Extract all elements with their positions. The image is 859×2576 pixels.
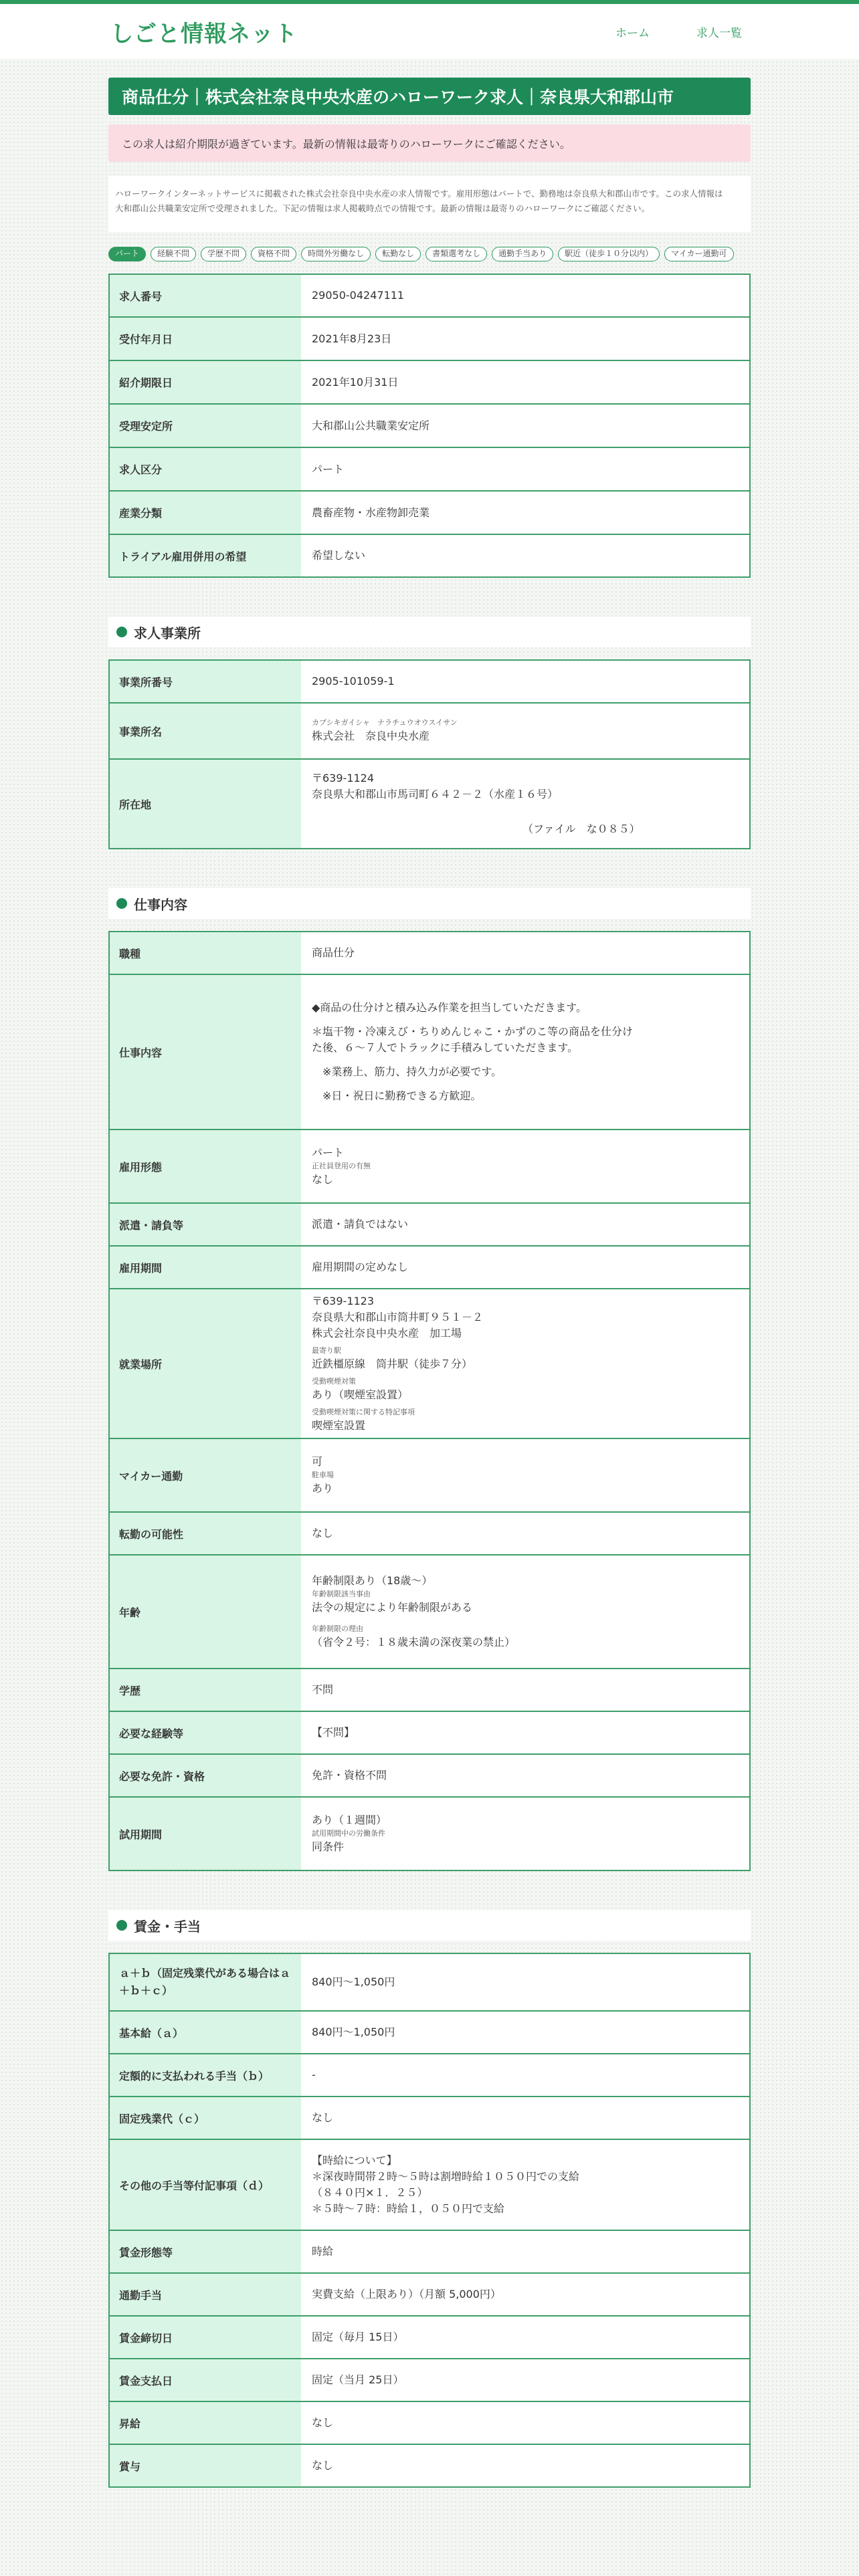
other-line: ＊５時～７時：時給１，０５０円で支給 <box>312 2202 505 2215</box>
row-label: 賃金締切日 <box>109 2316 301 2359</box>
wage-closing-day: 固定（毎月 15日） <box>301 2316 750 2359</box>
row-label: 定額的に支払われる手当（ｂ） <box>109 2054 301 2097</box>
commute-allowance: 実費支給（上限あり）（月額 5,000円） <box>301 2273 750 2316</box>
wage-table <box>108 1953 751 2488</box>
table-row <box>109 703 750 759</box>
row-label: 仕事内容 <box>109 974 301 1130</box>
employer-table <box>108 659 751 849</box>
table-row <box>109 1512 750 1555</box>
workplace-postal: 〒639-1123 <box>312 1295 375 1307</box>
employment-cell <box>301 1130 750 1203</box>
other-line: ＊深夜時間帯２時～５時は割増時給１０５０円での支給 <box>312 2170 580 2183</box>
other-allowance-cell <box>301 2139 750 2230</box>
office-number: 2905-101059-1 <box>312 675 395 687</box>
tag-part-time: パート <box>108 247 146 261</box>
received-date: 2021年8月23日 <box>301 317 750 360</box>
row-label: 受理安定所 <box>109 404 301 447</box>
row-label: 試用期間 <box>109 1797 301 1870</box>
bullet-dot-icon <box>116 627 127 637</box>
car-commute-cell <box>301 1438 750 1512</box>
table-row <box>109 491 750 534</box>
age-reason: 法令の規定により年齢制限がある <box>312 1601 473 1614</box>
table-row <box>109 1669 750 1711</box>
file-note: （ファイル な０８５） <box>522 823 640 835</box>
raise: なし <box>301 2401 750 2444</box>
section-heading-employer <box>108 617 751 647</box>
table-row <box>109 2097 750 2139</box>
table-row <box>109 2139 750 2230</box>
tag-no-education: 学歴不問 <box>201 247 246 261</box>
employment-office: 大和郡山公共職業安定所 <box>301 404 750 447</box>
industry: 農畜産物・水産物卸売業 <box>301 491 750 534</box>
row-label: その他の手当等付記事項（ｄ） <box>109 2139 301 2230</box>
table-row <box>109 1130 750 1203</box>
tag-commute-allowance: 通勤手当あり <box>492 247 553 261</box>
transfer-possibility: なし <box>301 1512 750 1555</box>
row-label: マイカー通勤 <box>109 1438 301 1512</box>
row-label: 年齢 <box>109 1555 301 1669</box>
row-label: 昇給 <box>109 2401 301 2444</box>
company-name-kana: カブシキガイシャ ナラチュウオウスイサン <box>312 718 458 727</box>
table-row <box>109 660 750 703</box>
education: 不問 <box>301 1669 750 1711</box>
section-heading-wage <box>108 1910 751 1941</box>
job-description-summary <box>108 176 751 232</box>
employment-type: パート <box>312 1146 345 1159</box>
company-name: 株式会社 奈良中央水産 <box>312 730 430 742</box>
experience: 【不問】 <box>301 1711 750 1754</box>
job-category: パート <box>301 447 750 491</box>
table-row <box>109 534 750 577</box>
content-line: ＊塩干物・冷凍えび・ちりめんじゃこ・かずのこ等の商品を仕分け <box>312 1025 634 1038</box>
smoking-policy: あり（喫煙室設置） <box>312 1388 409 1401</box>
table-row <box>109 1289 750 1438</box>
trial-condition: 同条件 <box>312 1840 345 1853</box>
tag-no-screening: 書類選考なし <box>425 247 487 261</box>
section-heading-job <box>108 888 751 919</box>
table-row <box>109 932 750 974</box>
age-limit: 年齢制限あり（18歳～） <box>312 1574 433 1587</box>
table-row <box>109 974 750 1130</box>
tag-near-station: 駅近（徒歩１０分以内） <box>558 247 660 261</box>
table-row <box>109 2444 750 2487</box>
dispatch: 派遣・請負ではない <box>301 1203 750 1246</box>
age-cell <box>301 1555 750 1669</box>
tag-car-commute: マイカー通勤可 <box>664 247 733 261</box>
row-label: 事業所番号 <box>109 660 301 703</box>
row-label: 受付年月日 <box>109 317 301 360</box>
table-row <box>109 2011 750 2054</box>
sub-label: 年齢制限該当事由 <box>312 1590 371 1598</box>
table-row <box>109 759 750 849</box>
workplace-cell <box>301 1289 750 1438</box>
sub-label: 受動喫煙対策に関する特記事項 <box>312 1408 415 1416</box>
bullet-dot-icon <box>116 1920 127 1931</box>
main-content <box>108 78 751 2488</box>
company-name-cell <box>301 703 750 759</box>
tag-no-experience: 経験不問 <box>151 247 196 261</box>
feature-tags <box>108 247 751 261</box>
page-title: 商品仕分｜株式会社奈良中央水産のハローワーク求人｜奈良県大和郡山市 <box>108 78 751 115</box>
nav-job-list-link[interactable]: 求人一覧 <box>696 26 742 40</box>
job-content-cell <box>301 974 750 1130</box>
row-label: 派遣・請負等 <box>109 1203 301 1246</box>
table-row <box>109 1797 750 1870</box>
bonus: なし <box>301 2444 750 2487</box>
table-row <box>109 2230 750 2273</box>
row-label: 基本給（ａ） <box>109 2011 301 2054</box>
table-row <box>109 404 750 447</box>
row-label: ａ＋ｂ（固定残業代がある場合はａ＋ｂ＋ｃ） <box>109 1953 301 2011</box>
other-line: （８４０円×１．２５） <box>312 2186 428 2199</box>
row-label: 賃金形態等 <box>109 2230 301 2273</box>
row-label: 求人番号 <box>109 274 301 317</box>
row-label: 就業場所 <box>109 1289 301 1438</box>
employment-period: 雇用期間の定めなし <box>301 1246 750 1289</box>
total-wage: 840円～1,050円 <box>312 1975 395 1988</box>
site-logo[interactable]: しごと情報ネット <box>110 20 298 47</box>
table-row <box>109 2316 750 2359</box>
table-row <box>109 2401 750 2444</box>
table-row <box>109 317 750 360</box>
fixed-allowance: - <box>301 2054 750 2097</box>
table-row <box>109 2359 750 2401</box>
table-row <box>109 2273 750 2316</box>
table-row <box>109 1711 750 1754</box>
fixed-overtime: なし <box>301 2097 750 2139</box>
row-label: 産業分類 <box>109 491 301 534</box>
content-line: た後、６～７人でトラックに手積みしていただきます。 <box>312 1041 579 1054</box>
base-wage: 840円～1,050円 <box>301 2011 750 2054</box>
nearest-station: 近鉄橿原線 筒井駅（徒歩７分） <box>312 1358 473 1370</box>
company-address: 奈良県大和郡山市馬司町６４２－２（水産１６号） <box>312 788 559 800</box>
table-row <box>109 274 750 317</box>
site-header <box>0 4 859 59</box>
table-row <box>109 1754 750 1797</box>
wage-pay-day: 固定（当月 25日） <box>301 2359 750 2401</box>
deadline-date: 2021年10月31日 <box>301 360 750 404</box>
row-label: トライアル雇用併用の希望 <box>109 534 301 577</box>
tag-no-license: 資格不問 <box>251 247 296 261</box>
trial-employment: 希望しない <box>301 534 750 577</box>
table-row <box>109 1953 750 2011</box>
section-title: 仕事内容 <box>134 896 187 913</box>
row-label: 所在地 <box>109 759 301 849</box>
company-address-cell <box>301 759 750 849</box>
sub-label: 試用期間中の労働条件 <box>312 1829 385 1838</box>
tag-no-transfer: 転勤なし <box>375 247 421 261</box>
expired-notice: この求人は紹介期限が過ぎています。最新の情報は最寄りのハローワークにご確認ください。 <box>108 124 751 162</box>
sub-label: 最寄り駅 <box>312 1346 341 1355</box>
description-line: ハローワークインターネットサービスに掲載された株式会社奈良中央水産の求人情報です。雇用形態はパートで、勤務地は奈良県大和郡山市です。この求人情報は <box>115 189 723 199</box>
parking: あり <box>312 1482 334 1495</box>
row-label: 紹介期限日 <box>109 360 301 404</box>
row-label: 学歴 <box>109 1669 301 1711</box>
main-nav <box>615 23 742 40</box>
smoking-note: 喫煙室設置 <box>312 1419 366 1432</box>
content-line: ※日・祝日に勤務できる方歓迎。 <box>322 1089 482 1102</box>
job-number: 29050-04247111 <box>312 289 405 302</box>
table-row <box>109 360 750 404</box>
section-title: 賃金・手当 <box>134 1918 201 1935</box>
trial-cell <box>301 1797 750 1870</box>
sub-label: 駐車場 <box>312 1471 334 1479</box>
row-label: 職種 <box>109 932 301 974</box>
row-label: 転勤の可能性 <box>109 1512 301 1555</box>
sub-label: 正社員登用の有無 <box>312 1162 371 1170</box>
age-why: （省令２号：１８歳未満の深夜業の禁止） <box>312 1636 516 1648</box>
row-label: 求人区分 <box>109 447 301 491</box>
section-title: 求人事業所 <box>134 625 201 641</box>
postal-code: 〒639-1124 <box>312 772 375 784</box>
car-commute: 可 <box>312 1455 323 1468</box>
regular-promotion: なし <box>312 1173 334 1186</box>
bullet-dot-icon <box>116 898 127 909</box>
row-label: 雇用形態 <box>109 1130 301 1203</box>
row-label: 賃金支払日 <box>109 2359 301 2401</box>
job-summary-table <box>108 274 751 578</box>
row-label: 固定残業代（ｃ） <box>109 2097 301 2139</box>
sub-label: 受動喫煙対策 <box>312 1377 356 1386</box>
wage-form: 時給 <box>301 2230 750 2273</box>
table-row <box>109 1555 750 1669</box>
content-line: ※業務上、筋力、持久力が必要です。 <box>322 1065 502 1078</box>
row-label: 通勤手当 <box>109 2273 301 2316</box>
workplace-address: 奈良県大和郡山市筒井町９５１－２ <box>312 1311 484 1323</box>
row-label: 事業所名 <box>109 703 301 759</box>
table-row <box>109 2054 750 2097</box>
table-row <box>109 1438 750 1512</box>
trial-period: あり（１週間） <box>312 1814 387 1826</box>
table-row <box>109 447 750 491</box>
table-row <box>109 1203 750 1246</box>
job-type: 商品仕分 <box>312 946 355 959</box>
workplace-name: 株式会社奈良中央水産 加工場 <box>312 1327 462 1339</box>
tag-no-overtime: 時間外労働なし <box>301 247 371 261</box>
row-label: 賞与 <box>109 2444 301 2487</box>
job-detail-table <box>108 931 751 1871</box>
row-label: 必要な免許・資格 <box>109 1754 301 1797</box>
license: 免許・資格不問 <box>301 1754 750 1797</box>
other-line: 【時給について】 <box>312 2154 397 2167</box>
row-label: 必要な経験等 <box>109 1711 301 1754</box>
description-line: 大和郡山公共職業安定所で受理されました。下記の情報は求人掲載時点での情報です。最新の情報は最寄りのハローワークにご確認ください。 <box>115 203 650 213</box>
table-row <box>109 1246 750 1289</box>
content-line: ◆商品の仕分けと積み込み作業を担当していただきます。 <box>312 1001 587 1014</box>
row-label: 雇用期間 <box>109 1246 301 1289</box>
sub-label: 年齢制限の理由 <box>312 1624 363 1633</box>
nav-home-link[interactable]: ホーム <box>615 26 650 40</box>
